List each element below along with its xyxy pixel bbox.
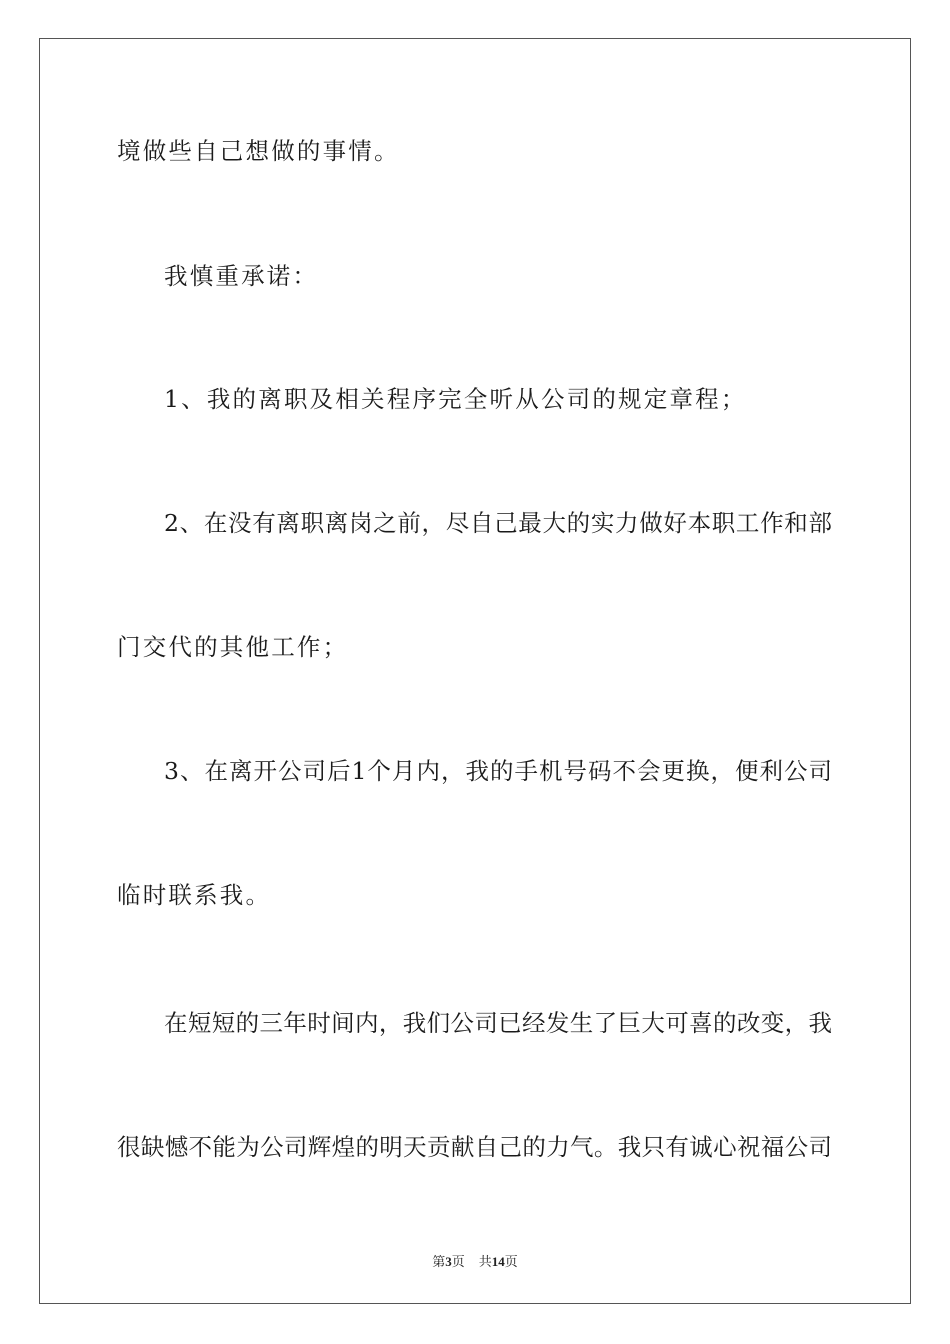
text-line-2: 我慎重承诺： [164, 262, 319, 290]
total-suffix: 页 [504, 1254, 518, 1269]
text-line-7: 临时联系我。 [117, 881, 272, 909]
text-line-1: 境做些自己想做的事情。 [117, 137, 400, 165]
text-line-4: 2、在没有离职离岗之前，尽自己最大的实力做好本职工作和部 [164, 509, 832, 537]
total-prefix: 共 [478, 1254, 492, 1269]
text-line-5: 门交代的其他工作； [117, 633, 349, 661]
page-number: 3 [445, 1254, 452, 1269]
text-line-8: 在短短的三年时间内，我们公司已经发生了巨大可喜的改变，我 [164, 1009, 832, 1037]
text-line-3: 1、我的离职及相关程序完全听从公司的规定章程； [164, 385, 747, 413]
total-pages: 14 [491, 1254, 505, 1269]
page-suffix: 页 [451, 1254, 465, 1269]
page-footer [0, 1251, 950, 1270]
page-prefix: 第 [432, 1254, 446, 1269]
page-border [39, 38, 911, 1304]
text-line-9: 很缺憾不能为公司辉煌的明天贡献自己的力气。我只有诚心祝福公司 [117, 1133, 832, 1161]
text-line-6: 3、在离开公司后1个月内，我的手机号码不会更换，便利公司 [164, 757, 832, 785]
